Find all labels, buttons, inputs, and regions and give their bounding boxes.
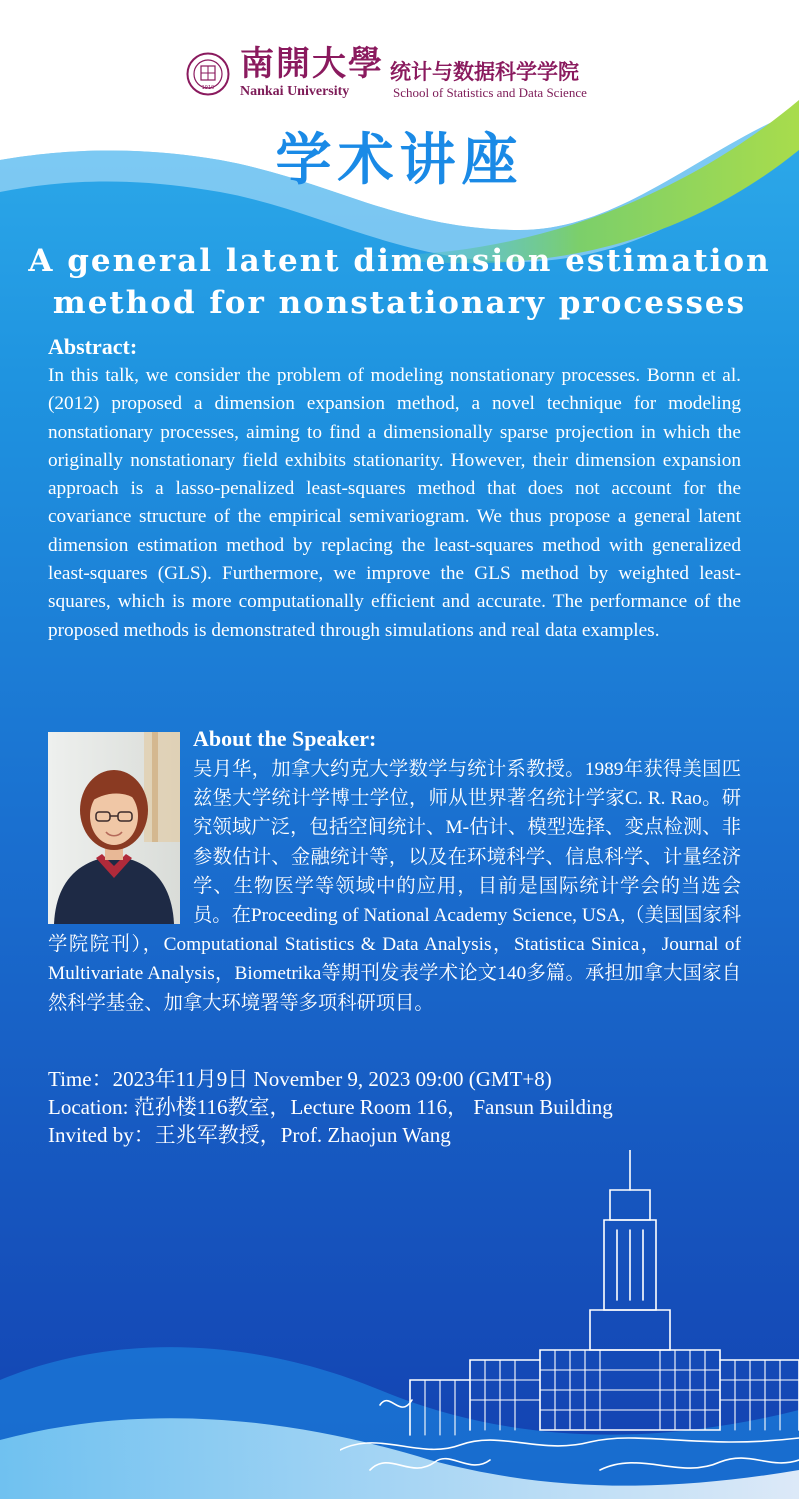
lecture-title-line-2: method for nonstationary processes — [52, 285, 747, 321]
speaker-heading: About the Speaker: — [193, 726, 377, 751]
event-info — [48, 1065, 748, 1149]
university-name-cn: 南開大學 — [240, 44, 384, 84]
event-type-heading: 学术讲座 — [275, 128, 524, 193]
campus-building-sketch — [340, 1150, 799, 1499]
abstract-heading: Abstract: — [48, 334, 138, 359]
university-seal-icon — [186, 52, 230, 96]
university-name-en: Nankai University — [240, 84, 350, 99]
header — [0, 0, 799, 110]
photo-spacer — [48, 755, 193, 928]
seal-year: 1919 — [201, 85, 215, 91]
lecture-title-line-1: A general latent dimension estimation — [28, 243, 771, 279]
lecture-title — [20, 240, 779, 324]
speaker-bio: 吴月华，加拿大约克大学数学与统计系教授。1989年获得美国匹兹堡大学统计学博士学位，师从世界著名统计学家C. R. Rao。研究领域广泛，包括空间统计、M-估计、模型选择、变点检测、非参数估计、金融统计等，以及在环境科学、信息科学、计量经济学、生物医学等领域中的应用，目前是国际统计学会的当选会员。在Proceeding of National Academy Science, USA,（美国国家科学院院刊），Computational Statistics & Data Analysis，Statistica Sinica，Journal of Multivariate Analysis，Biometrika等期刊发表学术论文140多篇。承担加拿大国家自然科学基金、加拿大环境署等多项科研项目。 — [48, 759, 741, 1014]
school-name-en: School of Statistics and Data Science — [393, 85, 587, 100]
abstract-body: In this talk, we consider the problem of modeling nonstationary processes. Bornn et al. (2012) proposed a dimension expansion method, a novel technique for modeling nonstationary processes, aiming to find a dimensionally sparse projection in which the originally nonstationary field exhibits stationarity. However, their dimension expansion approach is a lasso-penalized least-squares method that does not account for the covariance structure of the empirical semivariogram. We thus propose a general latent dimension estimation method by replacing the least-squares method with generalized least-squares (GLS). Furthermore, we improve the GLS method by weighted least-squares, which is more computationally efficient and accurate. The performance of the proposed methods is demonstrated through simulations and real data examples. — [48, 365, 741, 641]
event-location: Location: 范孙楼116教室，Lecture Room 116， Fansun Building — [48, 1095, 613, 1119]
event-inviter: Invited by：王兆军教授，Prof. Zhaojun Wang — [48, 1123, 451, 1147]
school-name-cn: 统计与数据科学学院 — [390, 60, 579, 84]
event-time: Time：2023年11月9日 November 9, 2023 09:00 (GMT+8) — [48, 1067, 552, 1091]
speaker-bio-block — [48, 755, 741, 1018]
